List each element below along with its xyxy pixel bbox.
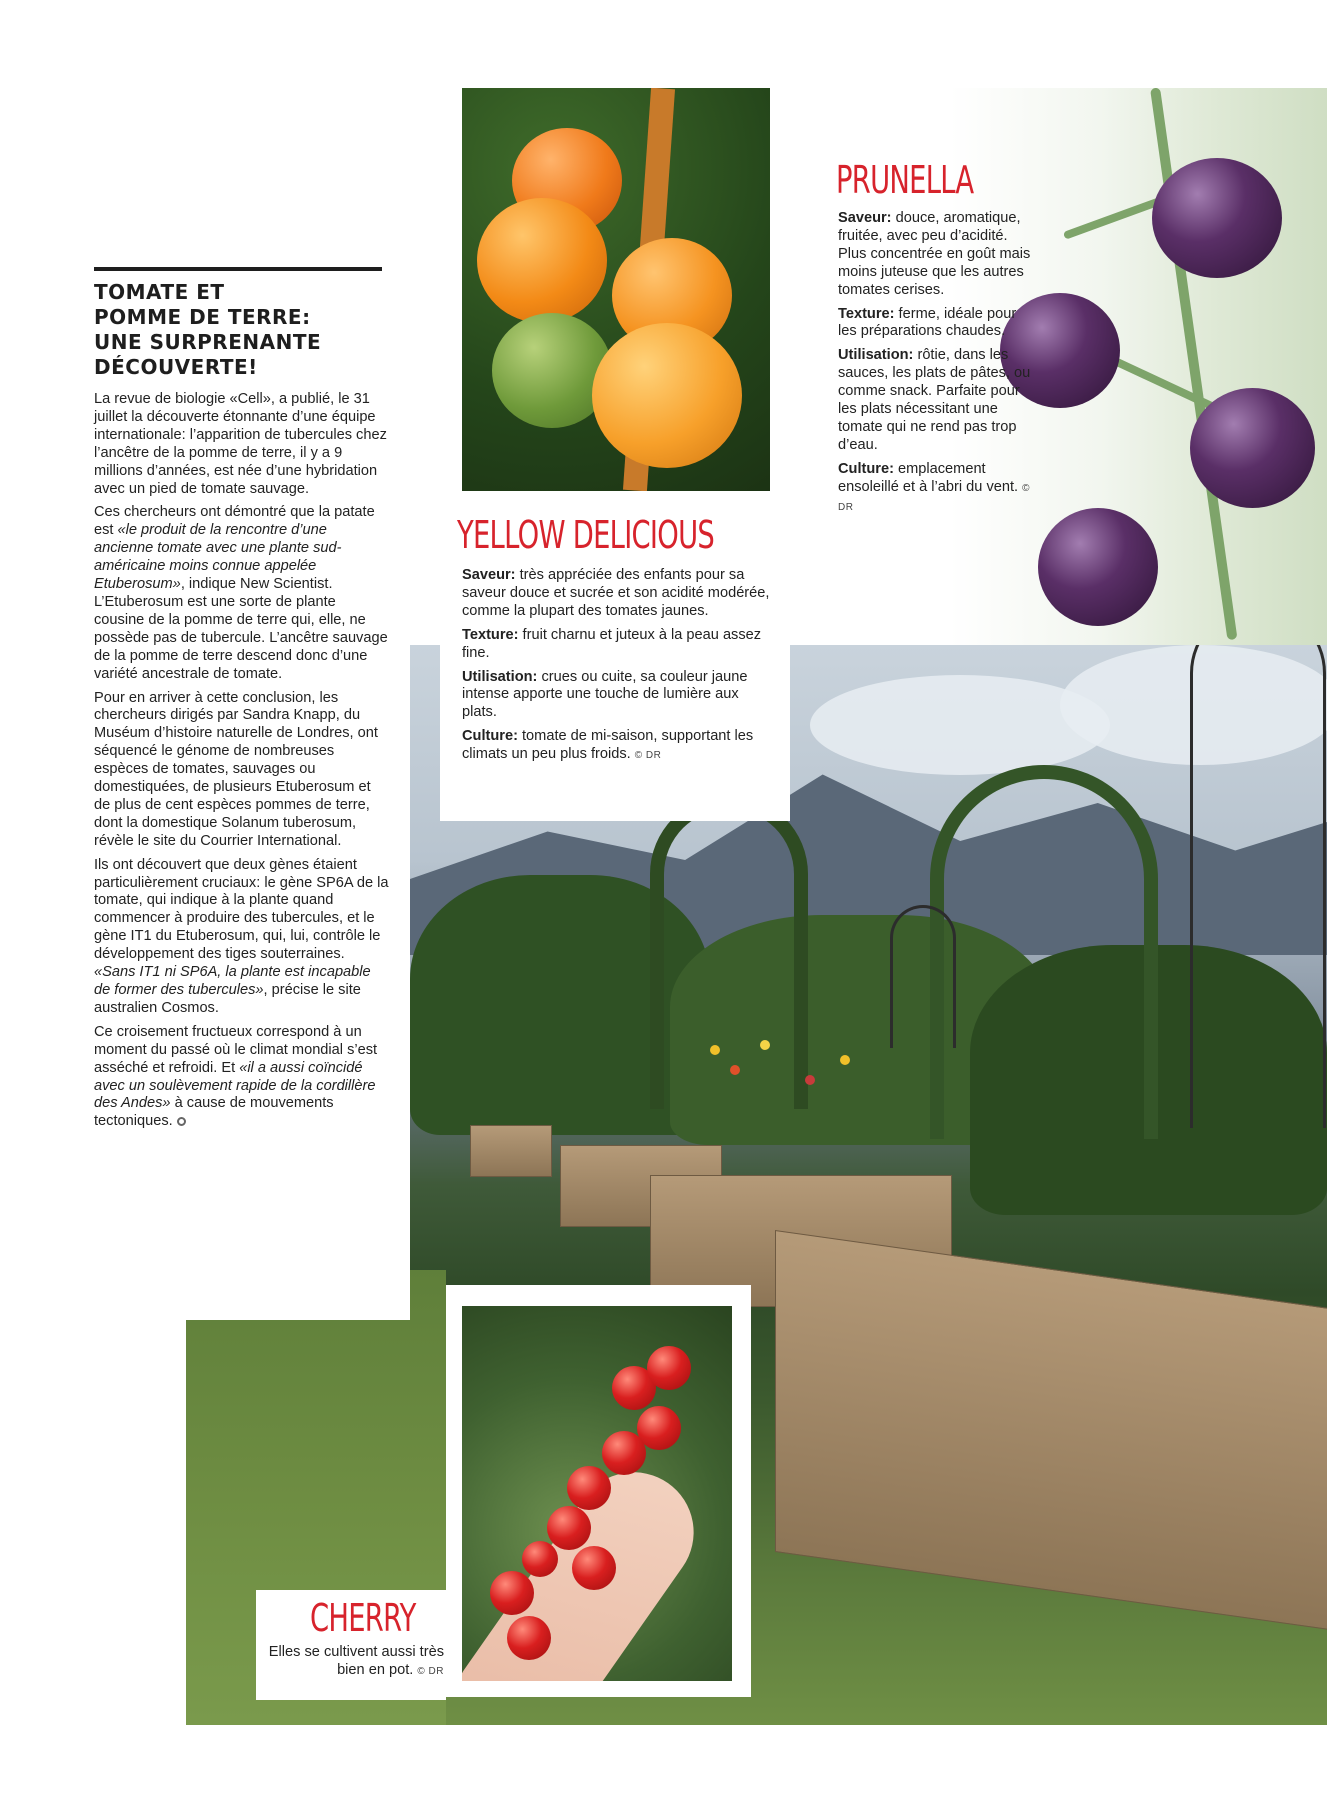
headline-rule (94, 267, 382, 271)
entry-text: emplacement ensoleillé et à l’abri du vent. (838, 460, 1023, 495)
article-body (94, 391, 390, 1137)
entry-label: Utilisation: (838, 347, 914, 364)
paragraph-text: Ces chercheurs ont démontré que la patate est (94, 504, 375, 539)
headline-line: DÉCOUVERTE! (94, 355, 258, 379)
photo-credit: © DR (838, 482, 1031, 513)
prunella-entry (838, 210, 1038, 300)
entry-label: Texture: (462, 626, 519, 643)
photo-credit: © DR (417, 1665, 444, 1677)
paragraph-text: , précise le site australien Cosmos. (94, 982, 361, 1016)
end-mark-icon (177, 1117, 186, 1126)
yellow-entry (462, 627, 777, 663)
quote-text: «le produit de la rencontre d’une ancienne tomate avec une plante sud-américaine moins connue appelée Etuberosum» (94, 522, 342, 593)
article-paragraph (94, 504, 390, 683)
headline-line: UNE SURPRENANTE (94, 330, 322, 354)
article-headline (94, 280, 394, 380)
yellow-entry (462, 669, 777, 723)
entry-label: Saveur: (838, 210, 892, 226)
photo-credit: © DR (634, 750, 662, 762)
entry-text: crues ou cuite, sa couleur jaune intense apporte une touche de lumière aux plats. (462, 668, 748, 721)
article-paragraph (94, 690, 390, 851)
entry-text: fruit charnu et juteux à la peau assez fine. (462, 626, 762, 661)
entry-text: douce, aromatique, fruitée, avec peu d’acidité. Plus concentrée en goût mais moins juteuse que les autres tomates cerises. (838, 210, 1031, 298)
quote-text: «Sans IT1 ni SP6A, la plante est incapable de former des tubercules» (94, 964, 371, 998)
entry-label: Utilisation: (462, 668, 538, 685)
cherry-caption-text: Elles se cultivent aussi très bien en pot. (268, 1644, 444, 1678)
article-paragraph (94, 1024, 390, 1131)
article-paragraph (94, 391, 390, 498)
paragraph-text: , indique New Scientist. L’Etuberosum est une sorte de plante cousine de la pomme de terre qui, elle, ne possède pas de tubercule. L’ancêtre sauvage de la pomme de terre descend donc d’une variété ancestrale de tomate. (94, 576, 388, 682)
paragraph-text: Ce croisement fructueux correspond à un moment du passé où le climat mondial s’est asséché et refroidi. Et (94, 1023, 378, 1076)
entry-label: Texture: (838, 305, 895, 322)
entry-label: Culture: (838, 460, 894, 477)
yellow-delicious-photo (462, 88, 770, 491)
prunella-body (838, 210, 1038, 523)
headline-line: POMME DE TERRE: (94, 305, 311, 329)
paragraph-text: Pour en arriver à cette conclusion, les chercheurs dirigés par Sandra Knapp, du Muséum d’histoire naturelle de Londres, ont séquencé le génome de nombreuses espèces de tomates, sauvages ou domestiquées, de plusieurs Etuberosum et de plus de cent espèces pommes de terre, dont la domestique Solanum tuberosum, révèle le site du Courrier International. (94, 689, 378, 849)
yellow-delicious-body (462, 567, 777, 771)
paragraph-text: à cause de mouvements tectoniques. (94, 1095, 334, 1130)
entry-text: ferme, idéale pour les préparations chaudes. (838, 305, 1017, 340)
cherry-title: CHERRY (310, 1596, 416, 1640)
yellow-entry (462, 728, 777, 765)
cherry-photo (462, 1306, 732, 1681)
paragraph-text: Ils ont découvert que deux gènes étaient particulièrement cruciaux: le gène SP6A de la tomate, qui indique à la plante quand commencer à produire des tubercules, et le gène IT1 du Etuberosum, qui, lui, contrôle le développement des tiges souterraines. (94, 856, 389, 963)
quote-text: «il a aussi coïncidé avec un soulèvement rapide de la cordillère des Andes» (94, 1059, 376, 1112)
entry-text: tomate de mi-saison, supportant les climats un peu plus froids. (462, 728, 754, 763)
prunella-entry (838, 306, 1038, 342)
yellow-entry (462, 567, 777, 621)
entry-label: Saveur: (462, 567, 516, 583)
article-paragraph (94, 857, 390, 1018)
prunella-entry (838, 347, 1038, 454)
entry-text: rôtie, dans les sauces, les plats de pâtes, ou comme snack. Parfaite pour les plats nécessitant une tomate qui ne rend pas trop d’eau. (838, 347, 1031, 453)
paragraph-text: La revue de biologie «Cell», a publié, le 31 juillet la découverte étonnante d’une équipe internationale: l’apparition de tubercules chez l’ancêtre de la pomme de terre, il y a 9 millions d’années, est née d’une hybridation avec un pied de tomate sauvage. (94, 391, 387, 497)
headline-line: TOMATE ET (94, 280, 225, 304)
entry-label: Culture: (462, 728, 518, 745)
prunella-title: PRUNELLA (836, 158, 974, 202)
prunella-entry (838, 461, 1038, 517)
cherry-caption (264, 1644, 444, 1681)
yellow-delicious-title: YELLOW DELICIOUS (457, 513, 715, 557)
entry-text: très appréciée des enfants pour sa saveur douce et sucrée et son acidité modérée, comme la plupart des tomates jaunes. (462, 567, 770, 619)
